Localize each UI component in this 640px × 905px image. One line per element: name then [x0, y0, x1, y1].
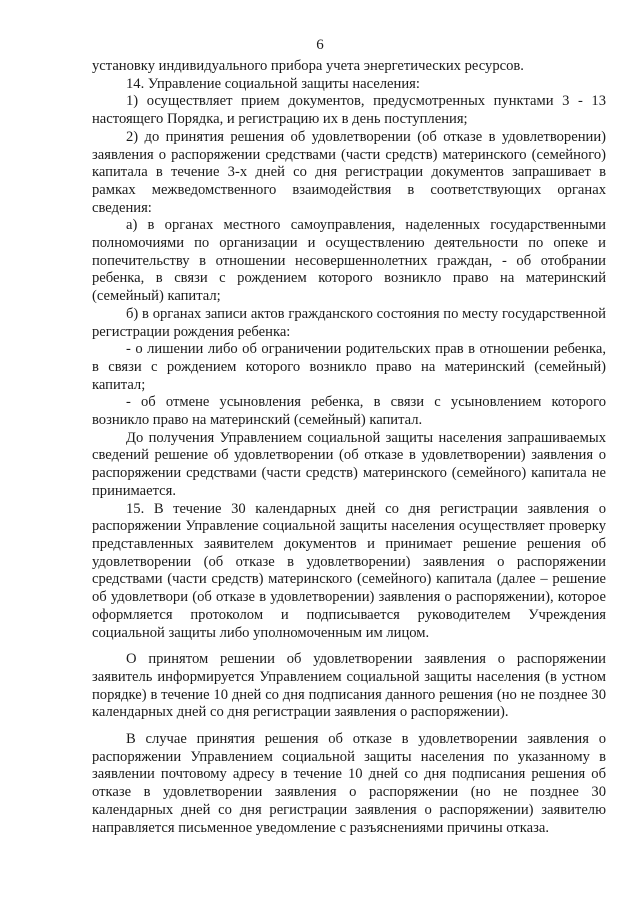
paragraph-continuation: установку индивидуального прибора учета энергетических ресурсов.	[92, 58, 524, 74]
paragraph-subitem-b: б) в органах записи актов гражданского состояния по месту государственной регистрации рождения ребенка:	[92, 305, 606, 340]
document-body	[92, 58, 606, 837]
paragraph-dash-2: - об отмене усыновления ребенка, в связи с усыновлением которого возникло право на материнский (семейный) капитал.	[92, 394, 606, 429]
paragraph-decision-notice: О принятом решении об удовлетворении заявления о распоряжении заявитель информируется Управлением социальной защиты населения (в устном порядке) в течение 10 дней со дня подписания данного решения (но не позднее 30 календарных дней со дня регистрации заявления о распоряжении).	[92, 651, 606, 721]
paragraph-item-14: 14. Управление социальной защиты населения:	[126, 75, 420, 92]
paragraph-subitem-2: 2) до принятия решения об удовлетворении (об отказе в удовлетворении) заявления о распоряжении средствами (части средств) материнского (семейного) капитала в течение 3-х дней со дня регистрации документов запрашивает в рамках межведомственного взаимодействия в соответствующих органах сведения:	[92, 128, 606, 216]
paragraph-dash-1: - о лишении либо об ограничении родительских прав в отношении ребенка, в связи с рождением которого возникло право на материнский (семейный) капитал;	[92, 341, 606, 393]
paragraph-refusal-notice: В случае принятия решения об отказе в удовлетворении заявления о распоряжении Управлением социальной защиты населения по указанному в заявлении почтовому адресу в течение 10 дней со дня подписания решения об отказе в удовлетворении заявления о распоряжении (но не позднее 30 календарных дней со дня регистрации заявления о распоряжении) заявителю направляется письменное уведомление с разъяснениями причины отказа.	[92, 731, 606, 836]
paragraph-subitem-1: 1) осуществляет прием документов, предусмотренных пунктами 3 - 13 настоящего Порядка, и регистрацию их в день поступления;	[92, 93, 606, 128]
paragraph-subitem-a: а) в органах местного самоуправления, наделенных государственными полномочиями по организации и осуществлению деятельности по опеке и попечительству в отношении несовершеннолетних граждан, - об отобрании ребенка, в связи с рождением которого возникло право на материнский (семейный) капитал;	[92, 217, 606, 305]
page-number: 6	[316, 37, 324, 53]
paragraph-before-receipt: До получения Управлением социальной защиты населения запрашиваемых сведений решение об удовлетворении (об отказе в удовлетворении) заявления о распоряжении средствами (части средств) материнского (семейного) капитала не принимается.	[92, 429, 606, 499]
paragraph-item-15: 15. В течение 30 календарных дней со дня регистрации заявления о распоряжении Управление социальной защиты населения осуществляет проверку представленных заявителем документов и принимает решение решения об удовлетворении (об отказе в удовлетворении) заявления о распоряжении средствами (части средств) материнского (семейного) капитала (далее – решение об удовлетвори (об отказе в удовлетворении) заявления о распоряжении), которое оформляется протоколом и подписывается руководителем Учреждения социальной защиты либо уполномоченным им лицом.	[92, 500, 606, 641]
